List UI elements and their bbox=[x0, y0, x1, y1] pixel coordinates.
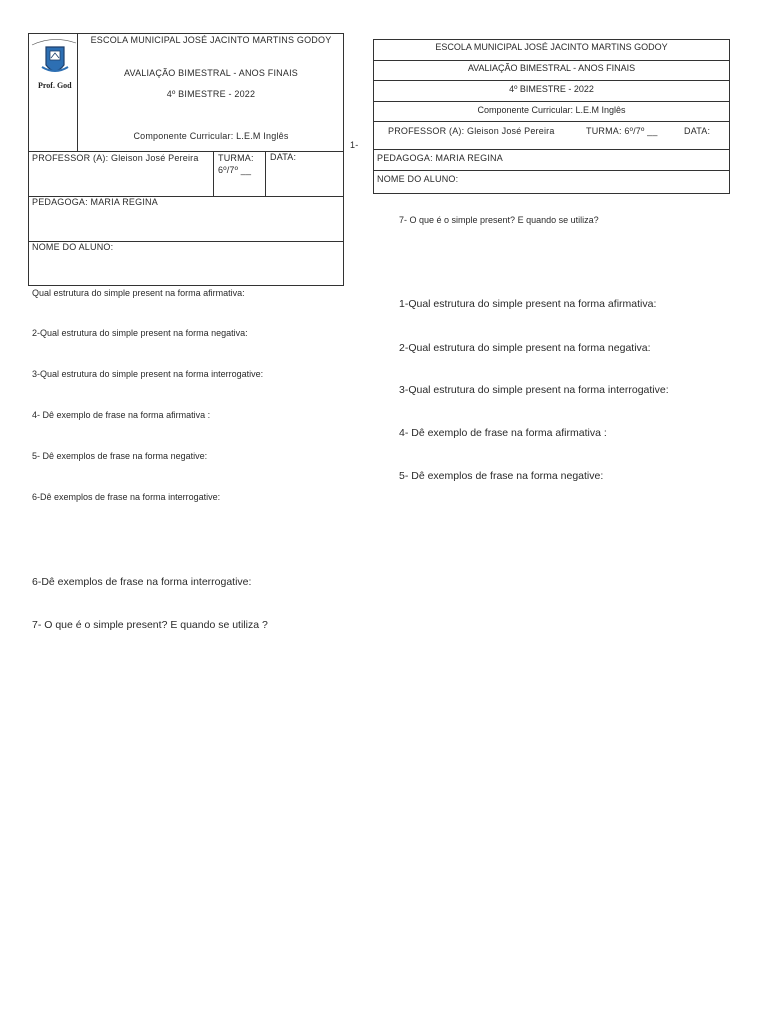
divider bbox=[373, 149, 730, 150]
right-bimester: 4º BIMESTRE - 2022 bbox=[509, 84, 594, 94]
left-bottom-question-6: 6-Dê exemplos de frase na forma interrogative: bbox=[32, 576, 252, 588]
left-school-name: ESCOLA MUNICIPAL JOSÉ JACINTO MARTINS GODOY bbox=[90, 35, 332, 45]
right-pedagoga-field: PEDAGOGA: MARIA REGINA bbox=[377, 153, 503, 163]
divider bbox=[213, 151, 214, 196]
right-question-3: 3-Qual estrutura do simple present na forma interrogative: bbox=[399, 384, 669, 396]
left-student-name-field[interactable]: NOME DO ALUNO: bbox=[32, 242, 114, 252]
left-question-2: 2-Qual estrutura do simple present na forma negativa: bbox=[32, 328, 248, 338]
right-school-name: ESCOLA MUNICIPAL JOSÉ JACINTO MARTINS GODOY bbox=[435, 42, 668, 52]
left-pedagoga-field: PEDAGOGA: MARIA REGINA bbox=[32, 197, 158, 207]
left-question-4: 4- Dê exemplo de frase na forma afirmativa : bbox=[32, 410, 211, 420]
logo-caption: Prof. God bbox=[38, 81, 72, 90]
right-question-5: 5- Dê exemplos de frase na forma negative: bbox=[399, 470, 604, 482]
divider bbox=[373, 121, 730, 122]
divider bbox=[265, 151, 266, 196]
right-evaluation-title: AVALIAÇÃO BIMESTRAL - ANOS FINAIS bbox=[467, 63, 636, 73]
left-question-1: Qual estrutura do simple present na forma afirmativa: bbox=[32, 288, 245, 298]
left-question-6: 6-Dê exemplos de frase na forma interrogative: bbox=[32, 492, 221, 502]
left-question-5: 5- Dê exemplos de frase na forma negative: bbox=[32, 451, 208, 461]
question-marker: 1- bbox=[350, 140, 359, 150]
school-logo bbox=[28, 33, 78, 151]
right-question-7: 7- O que é o simple present? E quando se utiliza? bbox=[399, 215, 599, 225]
right-question-1: 1-Qual estrutura do simple present na forma afirmativa: bbox=[399, 298, 657, 310]
right-turma-field[interactable]: TURMA: 6º/7º __ bbox=[586, 126, 658, 136]
left-bimester: 4º BIMESTRE - 2022 bbox=[166, 89, 256, 99]
left-turma-label: TURMA: bbox=[218, 153, 254, 163]
divider bbox=[373, 60, 730, 61]
right-professor-field[interactable]: PROFESSOR (A): Gleison José Pereira bbox=[388, 126, 555, 136]
right-student-name-field[interactable]: NOME DO ALUNO: bbox=[377, 174, 459, 184]
right-question-2: 2-Qual estrutura do simple present na forma negativa: bbox=[399, 342, 651, 354]
left-turma-field[interactable]: 6º/7º __ bbox=[218, 165, 252, 175]
right-question-4: 4- Dê exemplo de frase na forma afirmativa : bbox=[399, 427, 607, 439]
left-evaluation-title: AVALIAÇÃO BIMESTRAL - ANOS FINAIS bbox=[124, 68, 298, 78]
left-professor-field[interactable]: PROFESSOR (A): Gleison José Pereira bbox=[32, 153, 199, 163]
left-bottom-question-7: 7- O que é o simple present? E quando se utiliza ? bbox=[32, 619, 268, 631]
left-component: Componente Curricular: L.E.M Inglês bbox=[133, 131, 289, 141]
divider bbox=[373, 80, 730, 81]
divider bbox=[373, 101, 730, 102]
divider bbox=[373, 170, 730, 171]
left-data-field[interactable]: DATA: bbox=[270, 152, 297, 162]
right-data-field[interactable]: DATA: bbox=[684, 126, 711, 136]
left-question-3: 3-Qual estrutura do simple present na forma interrogative: bbox=[32, 369, 264, 379]
right-component: Componente Curricular: L.E.M Inglês bbox=[477, 105, 626, 115]
